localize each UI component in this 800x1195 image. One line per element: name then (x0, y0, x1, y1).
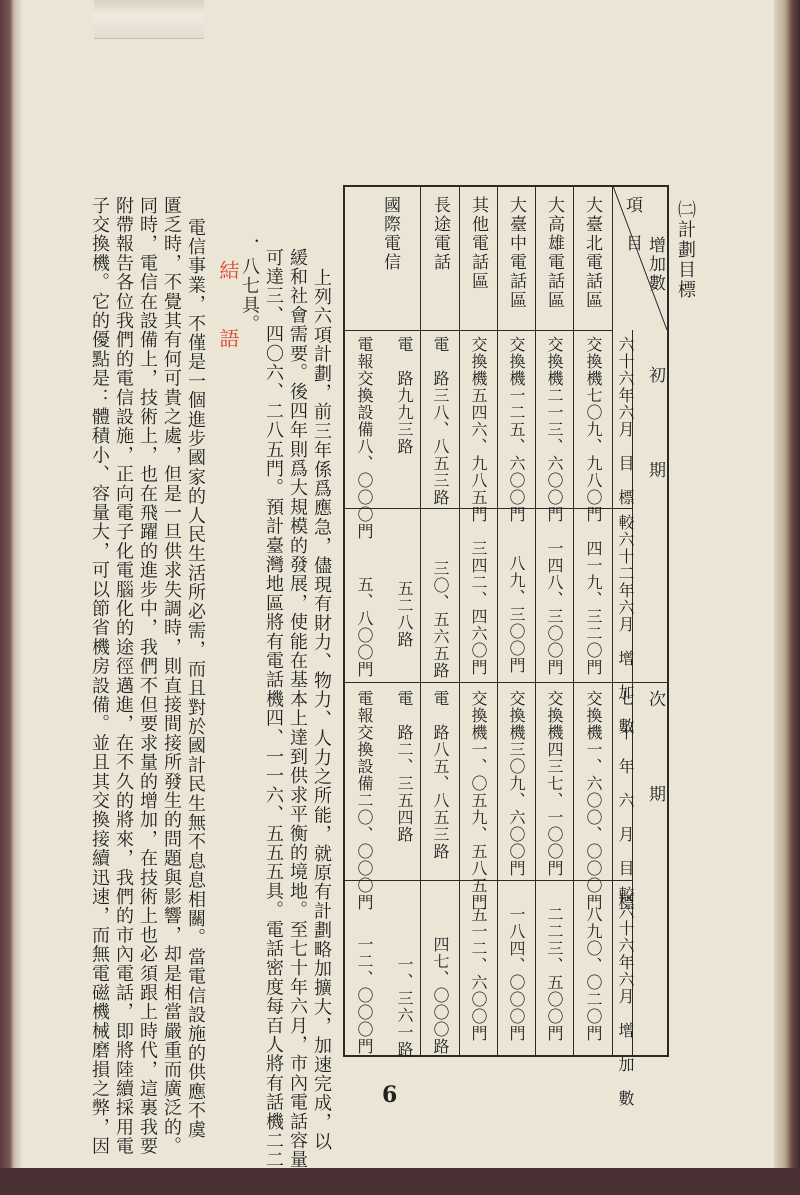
cell-inc-66: 二二三、五〇〇門 (545, 906, 564, 1042)
row-item: 其他電話區 (468, 196, 488, 291)
row-item: 國際電信 (380, 196, 400, 272)
row-divider-1 (573, 185, 574, 1056)
col-target-66-header: 六十六年六月 目 標 (616, 336, 635, 506)
cell-inc-62: 八九、三〇〇門 (507, 555, 526, 674)
cell-target-70: 電 路二、三五四路 (395, 690, 414, 843)
cell-inc-66: 八九〇、〇二〇門 (584, 906, 603, 1042)
section-title: ㈡計劃目標 (675, 200, 696, 300)
cell-inc-62: 五二八路 (395, 580, 414, 648)
cell-inc-62: 一四八、三〇〇門 (545, 540, 564, 676)
row-divider-2 (535, 185, 536, 1056)
cell-target-70: 交換機一、六〇〇、〇〇〇門 (584, 690, 603, 911)
table-left-border (343, 185, 345, 1056)
row-divider-5 (420, 185, 421, 1056)
paragraph1-col: ．八七具。 (239, 238, 260, 334)
paragraph2-col: 匱乏時，不覺其有何可貴之處，但是一旦供求失調時，則直接間接所發生的問題與影響，却是相當嚴重而廣泛的。 (161, 196, 182, 1156)
cell-target-66: 電報交換設備八、〇〇〇門 (355, 336, 374, 540)
cell-target-66: 交換機二一三、六〇〇門 (545, 336, 564, 523)
cell-target-70: 電報交換設備二〇、〇〇〇門 (355, 690, 374, 911)
cell-target-70: 交換機四三七、一〇〇門 (545, 690, 564, 877)
cell-inc-66: 一二、〇〇〇門 (355, 936, 374, 1055)
row-item: 大高雄電話區 (544, 196, 564, 310)
cell-inc-62: 五、八〇〇門 (355, 576, 374, 678)
row-item: 長途電話 (430, 196, 450, 272)
cell-inc-66: 一、三六一路 (395, 956, 414, 1058)
cell-target-66: 交換機一二五、六〇〇門 (507, 336, 526, 523)
row-item: 大臺中電話區 (506, 196, 526, 310)
paragraph2-col: 子交換機。它的優點是：體積小、容量大，可以節省機房設備。並且其交換接續迅速，而無電磁機械磨損之弊，因 (89, 196, 110, 1156)
cell-inc-62: 三四二、四六〇門 (469, 540, 488, 676)
paragraph1-col: 上列六項計劃，前三年係爲應急，儘現有財力、物力、人力之所能，就原有計劃略加擴大，加速完成，以 (311, 268, 332, 1152)
row-divider-4 (459, 185, 460, 1056)
book-cover-edge (0, 1168, 800, 1195)
cell-inc-62: 四一九、三二〇門 (584, 540, 603, 676)
row-item: 大臺北電話區 (582, 196, 602, 310)
paragraph2-col: 電信事業，不僅是一個進步國家的人民生活所必需，而且對於國計民生無不息息相關。當電信設施的供應不虞 (185, 218, 206, 1140)
paragraph2-col: 同時，電信在設備上，技術上，也在飛躍的進步中，我們不但要求量的增加，在技術上也必須跟上時代，這裏我要 (137, 196, 158, 1156)
corner-top-label: 增加數 (645, 236, 665, 293)
period-early-label: 初 期 (645, 366, 665, 480)
col-target-70-header: 七 十 年 六 月 目 標 (616, 690, 635, 911)
cell-target-66: 交換機五四六、九八五門 (469, 336, 488, 523)
col-inc-62-header: 較六十二年六月 增 加 數 (616, 514, 635, 735)
table-right-border (667, 185, 669, 1056)
cell-target-70: 交換機一、〇五九、五八五門 (469, 690, 488, 911)
page-number: 6 (382, 1082, 398, 1108)
cell-target-66: 電 路三八、八五三路 (431, 336, 450, 506)
cell-inc-62: 三〇、五六五路 (431, 560, 450, 679)
binding-tape (94, 0, 204, 39)
cell-target-70: 交換機三〇九、六〇〇門 (507, 690, 526, 877)
paragraph1-col: 緩和社會需要。後四年則爲大規模的發展，使能在基本上達到供求平衡的境地。至七十年六月，市內電話容量 (287, 248, 308, 1170)
cell-target-66: 交換機七〇九、九八〇門 (584, 336, 603, 523)
period-next-label: 次 期 (645, 690, 665, 804)
cell-target-70: 電 路八五、八五三路 (431, 690, 450, 860)
cell-target-66: 電 路九九三路 (395, 336, 414, 455)
paragraph1-col: 可達三、四〇六、二八五門。預計臺灣地區將有電話機四、一一六、五五五具。電話密度每百人將有話機二二 (263, 248, 284, 1170)
cell-inc-66: 一八四、〇〇〇門 (507, 906, 526, 1042)
cell-inc-66: 四七、〇〇〇路 (431, 936, 450, 1055)
conclusion-heading: 結 語 (216, 260, 240, 362)
row-divider-3 (497, 185, 498, 1056)
corner-bottom-label: 項 目 (622, 196, 642, 253)
paragraph2-col: 附帶報告各位我們的電信設施，正向電子化電腦化的途徑邁進，在不久的將來，我們的市內電話，即將陸續採用電 (113, 196, 134, 1156)
cell-inc-66: 五一二、六〇〇門 (469, 906, 488, 1042)
col-inc-66-header: 較六十六年六月 增 加 數 (616, 886, 635, 1107)
